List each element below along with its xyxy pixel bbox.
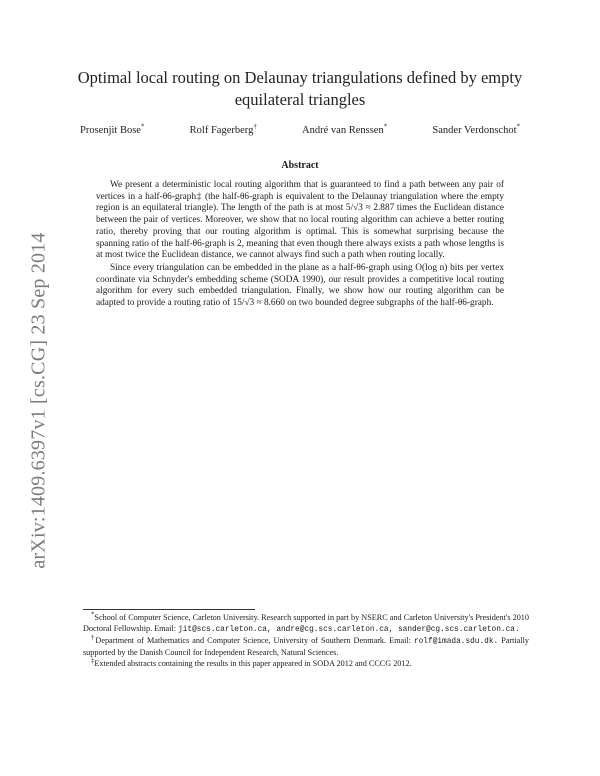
author: Rolf Fagerberg† [189, 122, 257, 136]
footnote-divider [83, 609, 255, 610]
abstract-body [96, 180, 504, 310]
footnote-emails: rolf@imada.sdu.dk. [413, 638, 499, 647]
footnotes [83, 613, 529, 671]
abstract-paragraph: Since every triangulation can be embedded in the plane as a half-θ6-graph using O(log n) bits per vertex coordinate via Schnyder's embedding scheme (SODA 1990), our result provides a competitive local routing algorithm for every such embedded triangulation. Finally, we show how our routing algorithm can be adapted to provide a routing ratio of 15/√3 ≈ 8.660 on two bounded degree subgraphs of the half-θ6-graph. [96, 262, 504, 309]
footnote: †Department of Mathematics and Computer Science, University of Southern Denmark. Email: rolf@imada.sdu.dk. Partially supported by the Danish Council for Independent Research, Natural Sciences. [83, 634, 530, 657]
footnote-emails: jit@scs.carleton.ca, andre@cg.scs.carleton.ca, sander@cg.scs.carleton.ca. [178, 625, 520, 634]
arxiv-identifier-sidebar [28, 210, 50, 590]
author-list [80, 122, 520, 136]
author: André van Renssen* [302, 122, 388, 136]
arxiv-identifier: arXiv:1409.6397v1 [cs.CG] 23 Sep 2014 [27, 231, 50, 569]
abstract-paragraph: We present a deterministic local routing algorithm that is guaranteed to find a path between any pair of vertices in a half-θ6-graph‡ (the half-θ6-graph is equivalent to the Delaunay triangulation where the empty region is an equilateral triangle). The length of the path is at most 5/√3 ≈ 2.887 times the Euclidean distance between the pair of vertices. Moreover, we show that no local routing algorithm can achieve a better routing ratio, thereby proving that our routing algorithm is optimal. This is somewhat surprising because the spanning ratio of the half-θ6-graph is 2, meaning that even though there always exists a path whose lengths is at most twice the Euclidean distance, we cannot always find such a path when routing locally. [96, 180, 504, 261]
abstract-heading: Abstract [281, 160, 319, 171]
paper-title: Optimal local routing on Delaunay triangulations defined by empty equilateral triangles [77, 68, 523, 109]
author: Sander Verdonschot* [432, 122, 520, 136]
footnote: *School of Computer Science, Carleton University. Research supported in part by NSERC and Carleton University's President's 2010 Doctoral Fellowship. Email: jit@scs.carleton.ca, andre@cg.scs.carleton.ca, sander@cg.scs.carleton.ca. [83, 611, 529, 634]
author: Prosenjit Bose* [80, 122, 145, 136]
footnote: ‡Extended abstracts containing the results in this paper appeared in SODA 2012 and CCCG 2012. [91, 657, 412, 669]
